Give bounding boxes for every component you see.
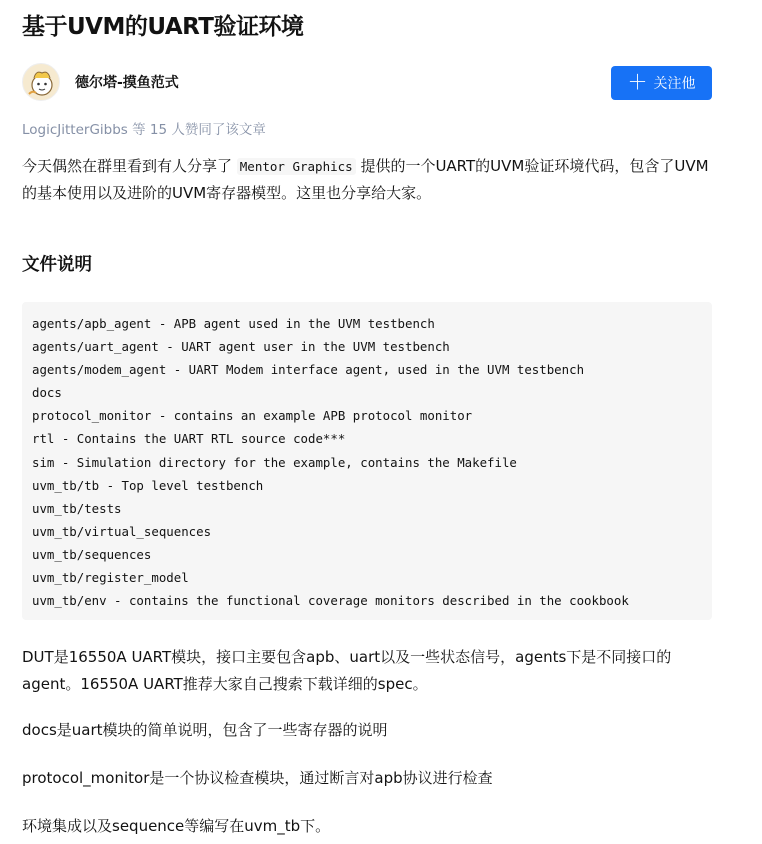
intro-paragraph [22,153,712,207]
likes-summary[interactable]: LogicJitterGibbs 等 15 人赞同了该文章 [22,122,266,138]
paragraph-docs: docs是uart模块的简单说明，包含了一些寄存器的说明 [22,721,388,739]
inline-code: Mentor Graphics [237,158,356,175]
intro-text-after: 提供的一个UART的UVM验证环境代码，包含了UVM的基本使用以及进阶的UVM寄存器模型。这里也分享给大家。 [22,157,709,202]
code-line: rtl - Contains the UART RTL source code*** [32,431,346,447]
plus-icon: ＋ [627,70,648,94]
code-block [22,302,712,620]
section-heading: 文件说明 [22,255,92,275]
code-line: agents/modem_agent - UART Modem interface agent, used in the UVM testbench [32,362,585,378]
code-line: uvm_tb/register_model [32,570,189,586]
code-line: uvm_tb/sequences [32,546,152,562]
paragraph-dut: DUT是16550A UART模块，接口主要包含apb、uart以及一些状态信号，agents下是不同接口的agent。16550A UART推荐大家自己搜索下载详细的spec。 [22,648,672,693]
follow-button[interactable] [611,66,712,100]
code-line: protocol_monitor - contains an example APB protocol monitor [32,408,473,424]
code-line: uvm_tb/tb - Top level testbench [32,477,264,493]
author-avatar[interactable] [22,63,60,101]
code-line: uvm_tb/tests [32,500,122,516]
code-line: agents/uart_agent - UART agent user in the UVM testbench [32,339,450,355]
paragraph-env: 环境集成以及sequence等编写在uvm_tb下。 [22,817,331,835]
follow-label: 关注他 [653,76,696,92]
author-name[interactable]: 德尔塔-摸鱼范式 [75,75,179,91]
article-title: 基于UVM的UART验证环境 [22,14,304,40]
code-line: agents/apb_agent - APB agent used in the UVM testbench [32,316,435,331]
code-line: sim - Simulation directory for the example, contains the Makefile [32,454,517,470]
intro-text-before: 今天偶然在群里看到有人分享了 [22,157,237,175]
author-row [22,63,712,103]
paragraph-protocol-monitor: protocol_monitor是一个协议检查模块，通过断言对apb协议进行检查 [22,769,493,787]
code-line: uvm_tb/env - contains the functional coverage monitors described in the cookbook [32,593,629,609]
avatar-illustration [23,64,60,101]
code-line: docs [32,385,62,401]
code-line: uvm_tb/virtual_sequences [32,523,212,539]
